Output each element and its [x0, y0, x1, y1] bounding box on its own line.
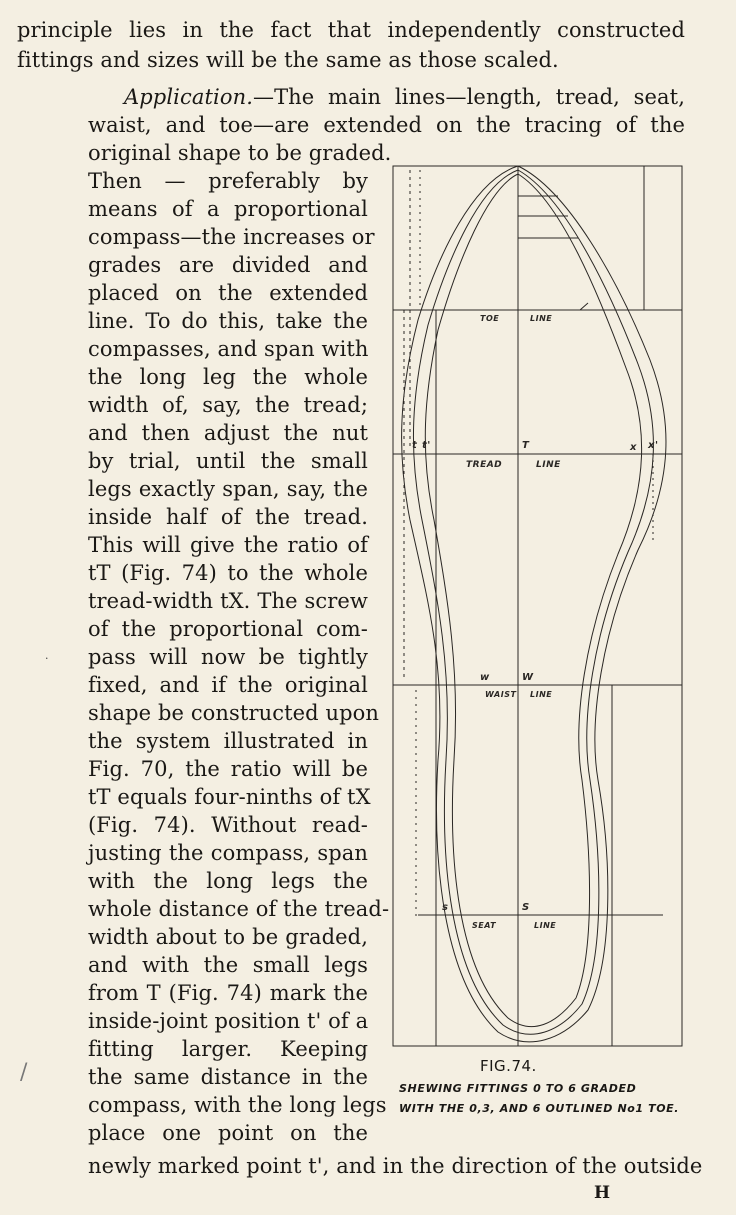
column-line-31: inside-joint position t' of a: [88, 1009, 369, 1033]
column-line-7: compasses, and span with: [88, 337, 369, 361]
figure-caption-number: FIG.74.: [480, 1057, 537, 1075]
label-tread-line: LINE: [536, 460, 561, 470]
application-rest: —The main lines—length, tread, seat,: [252, 85, 685, 109]
text-line-original: original shape to be graded.: [88, 141, 392, 165]
text-line-last: newly marked point t', and in the direction of the outside: [88, 1154, 703, 1178]
label-x-prime: x': [648, 440, 659, 451]
outline-size-3: [413, 170, 653, 1034]
figure-caption-line-1: SHEWING FITTINGS 0 TO 6 GRADED: [399, 1082, 637, 1095]
text-line-1: principle lies in the fact that independently constructed: [17, 18, 685, 42]
stray-mark-dot: ·: [45, 652, 49, 665]
column-line-14: This will give the ratio of: [88, 533, 368, 557]
column-line-19: fixed, and if the original: [88, 673, 368, 697]
column-line-6: line. To do this, take the: [88, 309, 368, 333]
stray-mark-slash: /: [20, 1060, 28, 1085]
application-line: [124, 83, 685, 111]
label-seat-line: LINE: [534, 921, 557, 930]
column-line-25: justing the compass, span: [88, 841, 368, 865]
column-line-22: Fig. 70, the ratio will be: [88, 757, 368, 781]
label-x: x: [630, 442, 637, 453]
column-line-33: the same distance in the: [88, 1065, 368, 1089]
label-tread: TREAD: [466, 460, 503, 470]
label-seat: SEAT: [472, 921, 497, 930]
label-toe: TOE: [480, 314, 500, 323]
column-line-28: width about to be graded,: [88, 925, 368, 949]
application-heading: Application.: [124, 85, 253, 109]
column-line-3: compass—the increases or: [88, 225, 375, 249]
label-T-upper: T: [522, 440, 530, 451]
column-line-29: and with the small legs: [88, 953, 368, 977]
figure-caption-line-2: WITH THE 0,3, AND 6 OUTLINED No1 TOE.: [399, 1102, 680, 1115]
label-t-lower: t: [412, 440, 418, 451]
column-line-30: from T (Fig. 74) mark the: [88, 981, 368, 1005]
column-line-27: whole distance of the tread-: [88, 897, 390, 921]
label-s-lower: s: [442, 902, 449, 913]
label-waist-line: LINE: [530, 690, 553, 699]
column-line-11: by trial, until the small: [88, 449, 368, 473]
label-S-upper: S: [522, 902, 530, 913]
column-line-10: and then adjust the nut: [88, 421, 368, 445]
column-line-35: place one point on the: [88, 1121, 368, 1145]
text-line-waist: waist, and toe—are extended on the tracing of the: [88, 113, 685, 137]
figure-74-diagram: [388, 160, 688, 1055]
column-line-16: tread-width tX. The screw: [88, 589, 368, 613]
column-line-4: grades are divided and: [88, 253, 368, 277]
page-signature-letter: H: [594, 1183, 611, 1203]
column-line-24: (Fig. 74). Without read-: [88, 813, 368, 837]
label-w-lower: w: [480, 672, 490, 683]
column-line-15: tT (Fig. 74) to the whole: [88, 561, 368, 585]
column-line-9: width of, say, the tread;: [88, 393, 368, 417]
column-line-5: placed on the extended: [88, 281, 368, 305]
column-line-1: Then — preferably by: [88, 169, 368, 193]
column-line-20: shape be constructed upon: [88, 701, 380, 725]
column-line-8: the long leg the whole: [88, 365, 368, 389]
column-line-34: compass, with the long legs: [88, 1093, 387, 1117]
column-line-21: the system illustrated in: [88, 729, 368, 753]
text-line-2: fittings and sizes will be the same as those scaled.: [17, 48, 559, 72]
label-W-upper: W: [522, 672, 534, 683]
toe-tick: [580, 303, 588, 310]
column-line-2: means of a proportional: [88, 197, 368, 221]
label-toe-line: LINE: [530, 314, 553, 323]
column-line-17: of the proportional com-: [88, 617, 368, 641]
label-t-prime: t': [422, 440, 431, 451]
column-line-26: with the long legs the: [88, 869, 368, 893]
column-line-18: pass will now be tightly: [88, 645, 368, 669]
column-line-23: tT equals four-ninths of tX: [88, 785, 371, 809]
label-waist: WAIST: [485, 690, 517, 699]
column-line-32: fitting larger. Keeping: [88, 1037, 368, 1061]
column-line-13: inside half of the tread.: [88, 505, 368, 529]
column-line-12: legs exactly span, say, the: [88, 477, 368, 501]
outline-size-0: [425, 174, 641, 1027]
